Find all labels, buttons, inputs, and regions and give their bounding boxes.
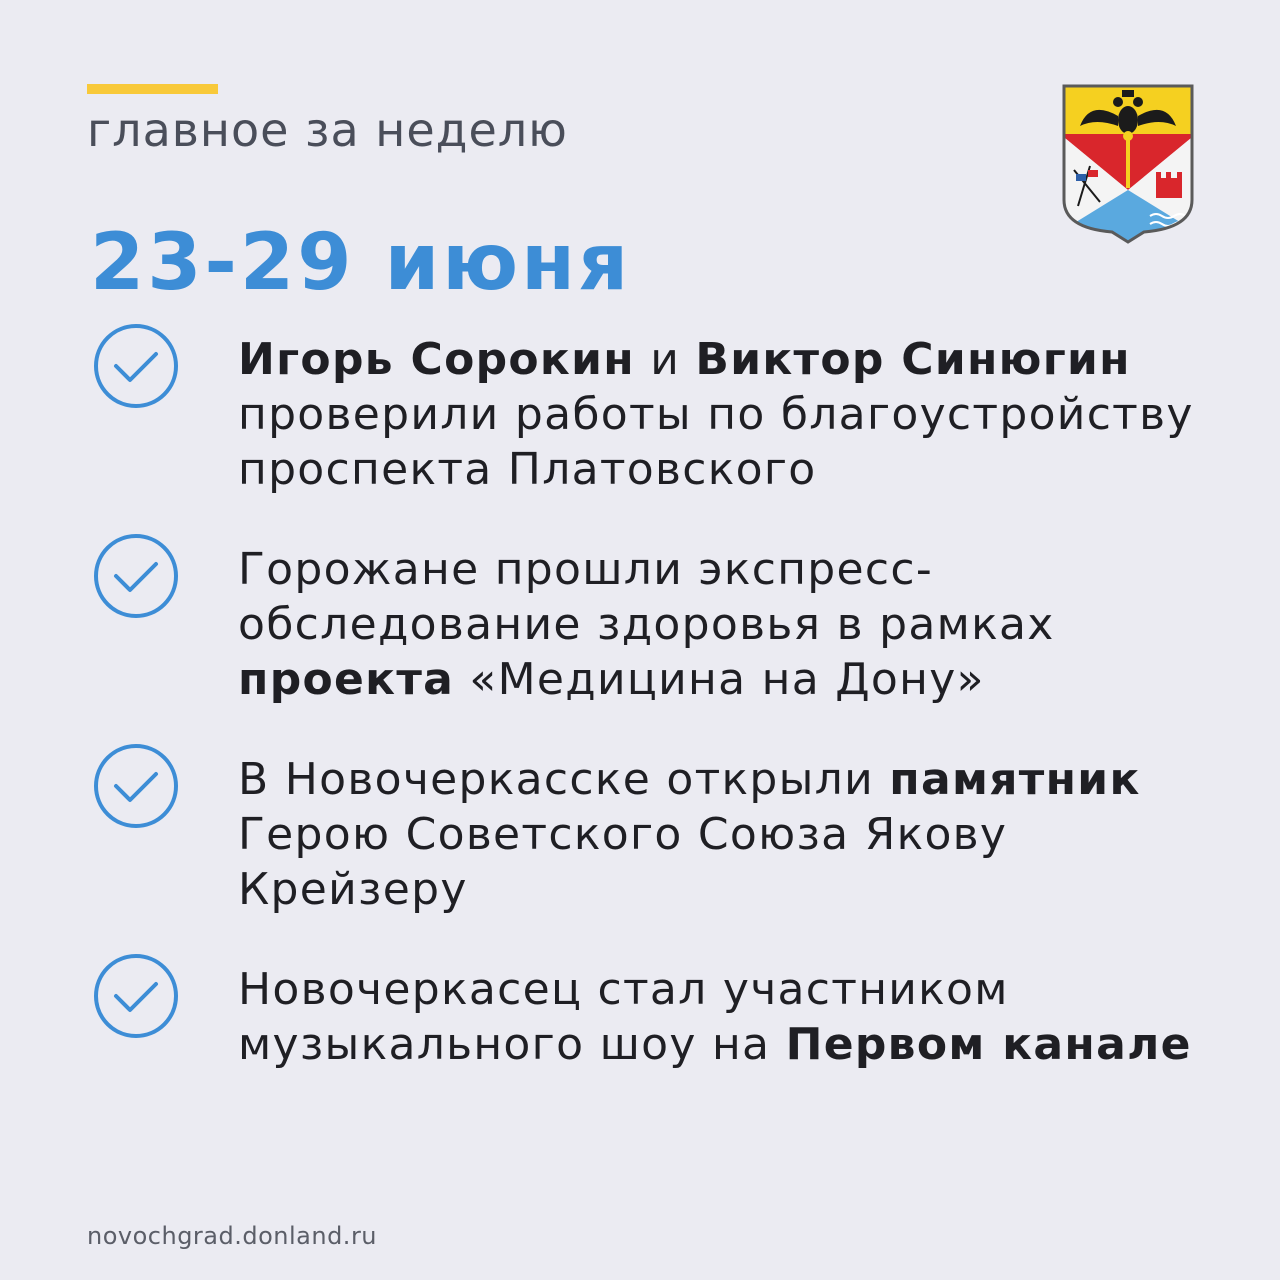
page-title-date: 23-29 июня bbox=[90, 218, 632, 308]
check-circle-icon bbox=[92, 322, 180, 410]
body-text: Герою Советского Союза Якову Крейзеру bbox=[238, 809, 1008, 915]
footer-url[interactable]: novochgrad.donland.ru bbox=[87, 1222, 378, 1250]
news-item-text bbox=[238, 962, 1198, 1072]
check-circle-icon bbox=[92, 742, 180, 830]
accent-bar bbox=[87, 84, 218, 94]
body-text: проверили работы по благоустройству проспекта Платовского bbox=[238, 389, 1194, 495]
highlight-text: памятник bbox=[889, 754, 1141, 805]
body-text: и bbox=[634, 334, 696, 385]
news-item-text bbox=[238, 542, 1198, 707]
news-item-text bbox=[238, 752, 1198, 917]
check-circle-icon bbox=[92, 952, 180, 1040]
news-item-text bbox=[238, 332, 1198, 497]
check-circle-icon bbox=[92, 532, 180, 620]
body-text: «Медицина на Дону» bbox=[454, 654, 985, 705]
page-subtitle: главное за неделю bbox=[87, 103, 568, 157]
coat-of-arms-icon bbox=[1060, 82, 1196, 244]
highlight-text: проекта bbox=[238, 654, 455, 705]
body-text: В Новочеркасске открыли bbox=[238, 754, 890, 805]
highlight-text: Игорь Сорокин bbox=[238, 334, 635, 385]
highlight-text: Виктор Синюгин bbox=[695, 334, 1131, 385]
highlight-text: Первом канале bbox=[785, 1019, 1192, 1070]
body-text: Новочеркасец стал участником музыкального шоу на bbox=[238, 964, 1009, 1070]
body-text: Горожане прошли экспресс-обследование здоровья в рамках bbox=[238, 544, 1055, 650]
